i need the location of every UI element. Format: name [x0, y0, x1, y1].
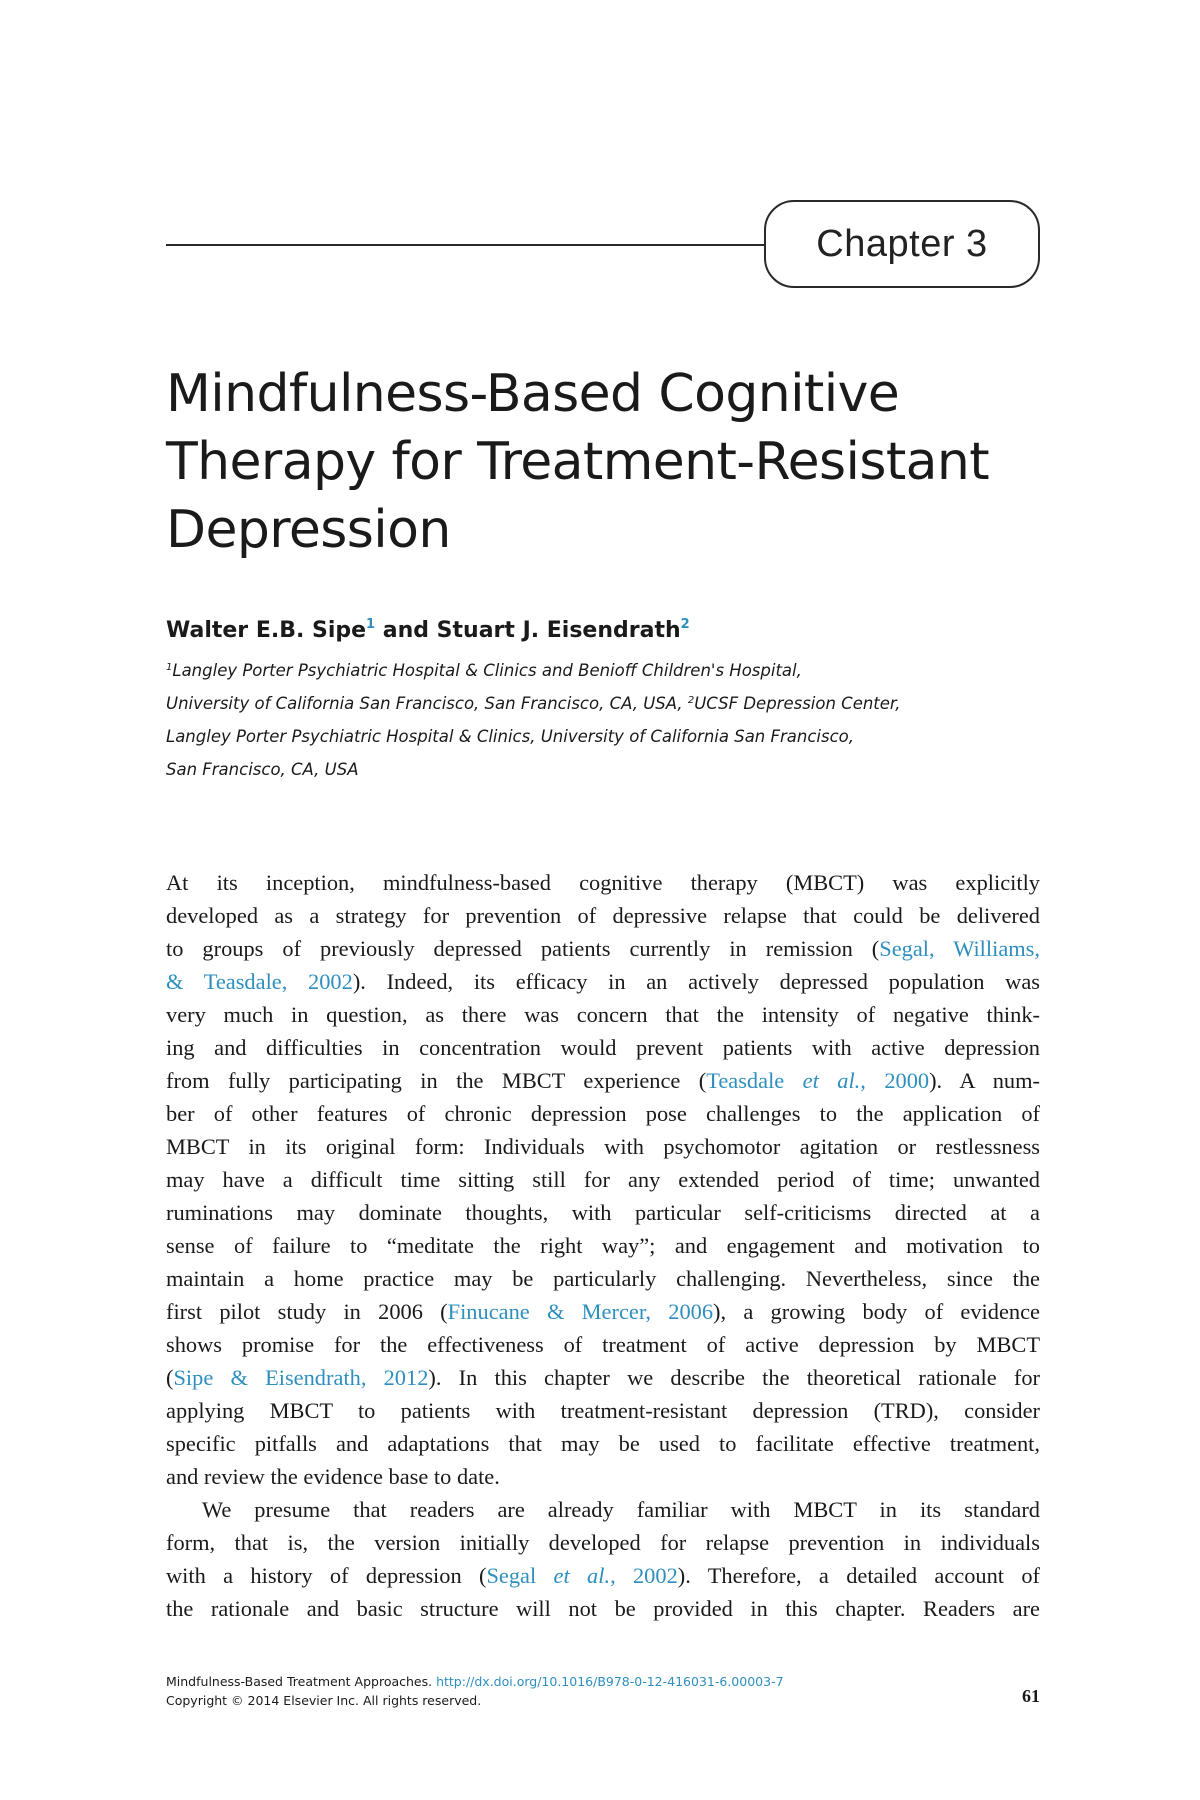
- text-line: [166, 932, 1040, 965]
- author-name: Stuart J. Eisendrath: [436, 618, 681, 643]
- citation-etal: et al.: [553, 1563, 611, 1588]
- page-number: 61: [1022, 1686, 1040, 1706]
- text-span: ), a growing body of evidence: [713, 1299, 1040, 1324]
- text-line: [166, 1559, 1040, 1592]
- affiliation-text: UCSF Depression Center,: [694, 694, 901, 713]
- text-line: the rationale and basic structure will not be provided in this chapter. Readers are: [166, 1596, 1040, 1621]
- author-list: [166, 618, 690, 643]
- text-line: applying MBCT to patients with treatment-resistant depression (TRD), consider: [166, 1398, 1040, 1423]
- affiliation-line: [166, 687, 1046, 720]
- text-line: maintain a home practice may be particularly challenging. Nevertheless, since the: [166, 1266, 1040, 1291]
- text-line: ing and difficulties in concentration would prevent patients with active depression: [166, 1035, 1040, 1060]
- text-line: developed as a strategy for prevention of depressive relapse that could be delivered: [166, 903, 1040, 928]
- citation-link[interactable]: Finucane & Mercer, 2006: [447, 1299, 714, 1324]
- chapter-title: [166, 360, 1066, 564]
- doi-link[interactable]: http://dx.doi.org/10.1016/B978-0-12-416031-6.00003-7: [436, 1674, 784, 1689]
- text-line: We presume that readers are already familiar with MBCT in its standard: [202, 1497, 1040, 1522]
- text-line: [166, 1295, 1040, 1328]
- text-line: sense of failure to “meditate the right way”; and engagement and motivation to: [166, 1233, 1040, 1258]
- text-span: ). In this chapter we describe the theoretical rationale for: [428, 1365, 1040, 1390]
- text-line: ruminations may dominate thoughts, with particular self-criticisms directed at a: [166, 1200, 1040, 1225]
- citation-year: , 2000: [860, 1068, 930, 1093]
- text-line: [166, 1064, 1040, 1097]
- text-line: form, that is, the version initially developed for relapse prevention in individuals: [166, 1530, 1040, 1555]
- text-line: [166, 1361, 1040, 1394]
- text-line: At its inception, mindfulness-based cognitive therapy (MBCT) was explicitly: [166, 870, 1040, 895]
- citation-year: , 2002: [610, 1563, 678, 1588]
- affiliation-text: University of California San Francisco, San Francisco, CA, USA,: [166, 694, 688, 713]
- author-name: Walter E.B. Sipe: [166, 618, 367, 643]
- citation-link[interactable]: Sipe & Eisendrath, 2012: [173, 1365, 429, 1390]
- affiliation-marker: 2: [687, 695, 695, 706]
- affiliation-line: [166, 654, 1046, 687]
- text-span: with a history of depression (: [166, 1563, 487, 1588]
- paragraph-2: [166, 1493, 1040, 1625]
- paragraph-1: [166, 866, 1040, 1493]
- text-span: ). Therefore, a detailed account of: [677, 1563, 1040, 1588]
- affiliations: [166, 654, 1046, 786]
- citation-link[interactable]: & Teasdale, 2002: [166, 969, 353, 994]
- book-title: Mindfulness-Based Treatment Approaches.: [166, 1674, 437, 1689]
- citation-author: Teasdale: [706, 1068, 803, 1093]
- text-span: to groups of previously depressed patients currently in remission (: [166, 936, 880, 961]
- chapter-title-line: Mindfulness-Based Cognitive: [166, 364, 900, 424]
- text-line: specific pitfalls and adaptations that may be used to facilitate effective treatment,: [166, 1431, 1040, 1456]
- chapter-header-rule: [166, 244, 766, 246]
- citation-link[interactable]: Segal, Williams,: [879, 936, 1040, 961]
- chapter-title-line: Depression: [166, 500, 451, 560]
- text-line: very much in question, as there was concern that the intensity of negative think-: [166, 1002, 1040, 1027]
- chapter-title-line: Therapy for Treatment-Resistant: [166, 432, 990, 492]
- affiliation-text: Langley Porter Psychiatric Hospital & Clinics and Benioff Children's Hospital,: [172, 661, 802, 680]
- citation-link[interactable]: [706, 1068, 929, 1093]
- text-line: may have a difficult time sitting still for any extended period of time; unwanted: [166, 1167, 1040, 1192]
- text-line: ber of other features of chronic depression pose challenges to the application of: [166, 1101, 1040, 1126]
- chapter-body: [166, 866, 1040, 1625]
- affiliation-marker: 1: [166, 662, 173, 673]
- affiliation-link[interactable]: 1: [366, 617, 376, 632]
- chapter-label: [764, 200, 1040, 288]
- text-line: [166, 965, 1040, 998]
- text-span: first pilot study in 2006 (: [166, 1299, 448, 1324]
- page-footer: [166, 1672, 1046, 1710]
- text-span: (: [166, 1365, 174, 1390]
- affiliation-line: San Francisco, CA, USA: [166, 760, 359, 779]
- text-line: MBCT in its original form: Individuals with psychomotor agitation or restlessness: [166, 1134, 1040, 1159]
- affiliation-link[interactable]: 2: [680, 617, 690, 632]
- citation-etal: et al.: [802, 1068, 861, 1093]
- chapter-label-text: Chapter 3: [816, 222, 988, 265]
- affiliation-line: Langley Porter Psychiatric Hospital & Clinics, University of California San Francisco,: [166, 727, 855, 746]
- author-conjunction: and: [375, 618, 437, 643]
- copyright-text: Copyright © 2014 Elsevier Inc. All rights reserved.: [166, 1693, 482, 1708]
- text-span: from fully participating in the MBCT experience (: [166, 1068, 707, 1093]
- text-span: ). A num-: [929, 1068, 1040, 1093]
- text-span: ). Indeed, its efficacy in an actively depressed population was: [352, 969, 1040, 994]
- citation-author: Segal: [486, 1563, 554, 1588]
- citation-link[interactable]: [486, 1563, 677, 1588]
- text-line: shows promise for the effectiveness of treatment of active depression by MBCT: [166, 1332, 1040, 1357]
- footer-source-line: [166, 1672, 1046, 1691]
- text-line: and review the evidence base to date.: [166, 1464, 500, 1489]
